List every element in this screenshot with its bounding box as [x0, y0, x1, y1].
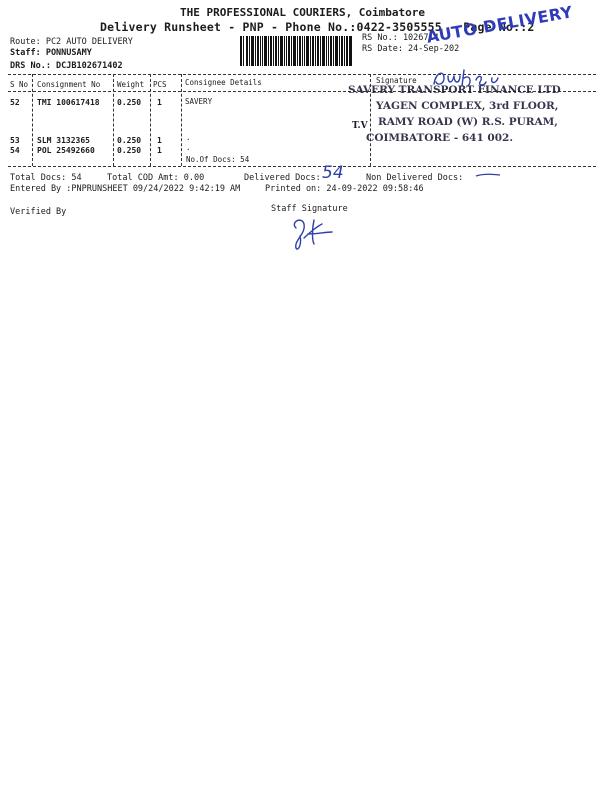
staff-label: Staff: PONNUSAMY — [10, 48, 92, 58]
table-row-pcs: 1 — [157, 136, 162, 145]
col-header-consignment: Consignment No — [37, 80, 101, 89]
table-bottom-rule — [8, 166, 596, 167]
table-row-consignee: SAVERY — [185, 97, 213, 106]
rs-date: RS Date: 24-Sep-202 — [362, 44, 460, 54]
stamp-line-1: SAVERY TRANSPORT FINANCE LTD — [348, 84, 561, 96]
auto-delivery-stamp: AUTO DELIVERY — [425, 2, 575, 47]
col-divider — [32, 74, 33, 166]
table-row-pcs: 1 — [157, 146, 162, 155]
stamp-line-4: COIMBATORE - 641 002. — [366, 132, 513, 144]
printed-on: Printed on: 24-09-2022 09:58:46 — [265, 184, 424, 194]
delivered-docs-label: Delivered Docs: — [244, 173, 321, 183]
table-row-weight: 0.250 — [117, 98, 142, 107]
total-cod-amount: Total COD Amt: 0.00 — [107, 173, 205, 183]
col-divider — [113, 74, 114, 166]
barcode-image — [240, 36, 352, 66]
table-row-pcs: 1 — [157, 98, 162, 107]
runsheet-title: Delivery Runsheet - PNP - Phone No.:0422-3505555 - Page No.:2 — [100, 20, 535, 34]
rs-number: RS No.: 1026714 — [362, 33, 439, 43]
col-divider — [181, 74, 182, 166]
company-title: THE PROFESSIONAL COURIERS, Coimbatore — [180, 6, 426, 19]
table-row-sno: 53 — [10, 136, 20, 145]
non-delivered-docs-label: Non Delivered Docs: — [366, 173, 464, 183]
table-row-consignment: POL 25492660 — [37, 146, 95, 155]
col-header-consignee: Consignee Details — [185, 78, 262, 87]
table-row-consignment: TMI 100617418 — [37, 98, 100, 107]
staff-signature-label: Staff Signature — [271, 204, 348, 214]
staff-signature-icon — [288, 214, 336, 254]
col-header-sno: S No — [10, 80, 29, 89]
stamp-line-3: RAMY ROAD (W) R.S. PURAM, — [378, 116, 558, 128]
delivered-docs-handwritten: 54 — [322, 163, 344, 183]
table-row-consignee: . — [186, 133, 191, 142]
verified-by-label: Verified By — [10, 207, 67, 217]
stamp-side-marks: T.V — [352, 121, 368, 131]
table-row-weight: 0.250 — [117, 146, 142, 155]
table-row-sno: 52 — [10, 98, 20, 107]
drs-number: DRS No.: DCJB102671402 — [10, 61, 123, 71]
entered-by: Entered By :PNPRUNSHEET 09/24/2022 9:42:19 AM — [10, 184, 241, 194]
col-header-pcs: PCS — [153, 80, 167, 89]
table-row-consignment: SLM 3132365 — [37, 136, 90, 145]
col-divider — [150, 74, 151, 166]
route-label: Route: PC2 AUTO DELIVERY — [10, 37, 133, 47]
table-row-consignee: . — [186, 143, 191, 152]
total-docs: Total Docs: 54 — [10, 173, 82, 183]
col-header-weight: Weight — [117, 80, 145, 89]
table-row-sno: 54 — [10, 146, 20, 155]
col-header-signature: Signature — [376, 76, 417, 85]
non-delivered-dash-icon — [474, 172, 502, 178]
stamp-line-2: YAGEN COMPLEX, 3rd FLOOR, — [376, 100, 559, 112]
table-row-weight: 0.250 — [117, 136, 142, 145]
no-of-docs: No.Of Docs: 54 — [186, 155, 250, 164]
